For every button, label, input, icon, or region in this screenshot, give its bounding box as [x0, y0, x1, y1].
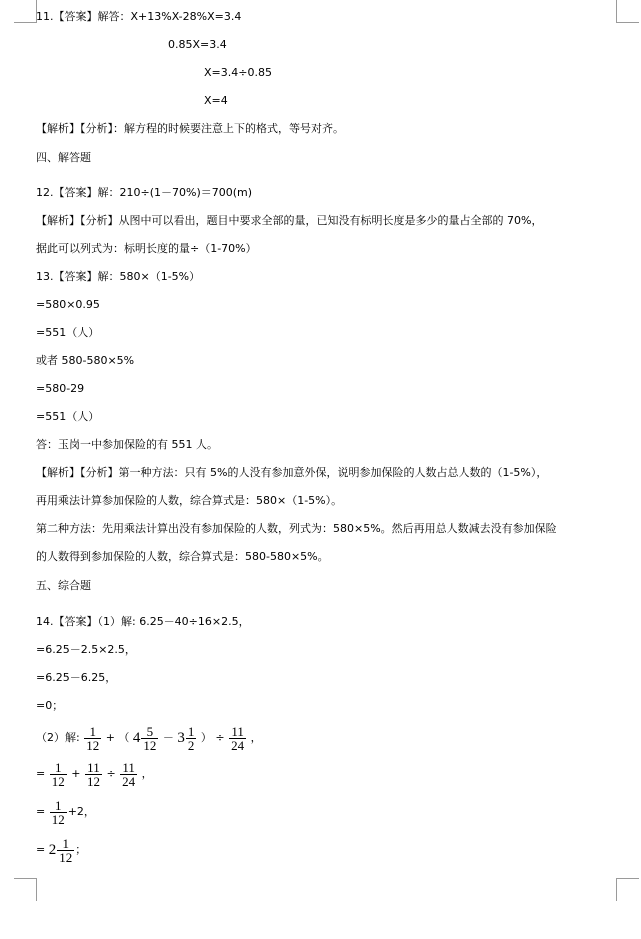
fraction-11-24: $\frac{11}{24}$ — [122, 759, 136, 789]
q13-analysis-4: 的人数得到参加保险的人数，综合算式是：580-580×5%。 — [36, 550, 329, 563]
equals-sign: = — [36, 843, 46, 856]
comma: ， — [141, 767, 153, 780]
fraction-5-12: $\frac{5}{12}$ — [143, 723, 157, 753]
q14-part2-result — [36, 836, 86, 864]
comma: ， — [250, 731, 262, 744]
corner-mark-bottom-left — [14, 878, 37, 901]
mixed-whole-2: 2 — [48, 842, 57, 858]
corner-mark-bottom-right — [616, 878, 639, 901]
divide-sign: ÷ — [215, 731, 225, 744]
section-heading-5: 五、综合题 — [36, 579, 91, 592]
q14-part2-label: （2）解: — [36, 731, 84, 744]
q14-step-2: =6.25－6.25， — [36, 671, 117, 684]
q14-part2-step-2 — [36, 798, 95, 826]
mixed-whole-3: 3 — [177, 730, 185, 746]
q14-step-3: =0； — [36, 699, 64, 712]
q13-analysis-2: 再用乘法计算参加保险的人数，综合算式是：580×（1-5%）。 — [36, 494, 343, 507]
equals-sign: = — [36, 767, 46, 780]
divide-sign: ÷ — [106, 767, 116, 780]
corner-mark-top-right — [616, 0, 639, 23]
q13-analysis-3: 第二种方法：先用乘法计算出没有参加保险的人数，列式为：580×5%。然后再用总人数减去没有参加保险 — [36, 522, 557, 535]
q13-step-5: =551（人） — [36, 410, 100, 423]
q14-part2-expression — [36, 724, 262, 752]
q13-step-2: =551（人） — [36, 326, 100, 339]
equals-sign: = — [36, 805, 46, 818]
fraction-1-12: $\frac{1}{12}$ — [59, 835, 73, 865]
q12-answer-line: 12.【答案】解：210÷(1－70%)＝700(m) — [36, 186, 253, 199]
q14-part2-step-1 — [36, 760, 153, 788]
q11-step-1: 0.85X=3.4 — [168, 38, 227, 51]
semicolon: ； — [75, 843, 87, 856]
corner-mark-top-left — [14, 0, 37, 23]
q11-step-3: X=4 — [204, 94, 228, 107]
q11-step-2: X=3.4÷0.85 — [204, 66, 272, 79]
q13-analysis-1: 【解析】【分析】第一种方法：只有 5%的人没有参加意外保，说明参加保险的人数占总人数的（1-5%）， — [36, 466, 548, 479]
minus-sign: － — [162, 731, 174, 744]
q12-analysis-2: 据此可以列式为：标明长度的量÷（1-70%） — [36, 242, 257, 255]
plus-two: +2， — [67, 805, 95, 818]
q13-step-1: =580×0.95 — [36, 298, 100, 311]
fraction-1-2: $\frac{1}{2}$ — [187, 723, 195, 753]
mixed-whole-4: 4 — [132, 730, 141, 746]
right-paren: ） — [200, 731, 212, 744]
q13-answer-line: 13.【答案】解：580×（1-5%） — [36, 270, 201, 283]
plus-sign: + — [105, 731, 115, 744]
fraction-11-12: $\frac{11}{12}$ — [86, 759, 100, 789]
q14-answer-line: 14.【答案】（1）解: 6.25－40÷16×2.5， — [36, 615, 250, 628]
q14-step-1: =6.25－2.5×2.5， — [36, 643, 136, 656]
fraction-1-12: $\frac{1}{12}$ — [86, 723, 100, 753]
fraction-11-24: $\frac{11}{24}$ — [231, 723, 245, 753]
q13-conclusion: 答：玉岗一中参加保险的有 551 人。 — [36, 438, 218, 451]
q11-answer-line: 11.【答案】解答：X+13%X-28%X=3.4 — [36, 10, 242, 23]
q13-step-4: =580-29 — [36, 382, 85, 395]
q12-analysis-1: 【解析】【分析】从图中可以看出，题目中要求全部的量，已知没有标明长度是多少的量占全部的 70%， — [36, 214, 543, 227]
plus-sign: + — [71, 767, 81, 780]
fraction-1-12: $\frac{1}{12}$ — [51, 797, 65, 827]
q13-step-3: 或者 580-580×5% — [36, 354, 135, 367]
section-heading-4: 四、解答题 — [36, 151, 91, 164]
left-paren: （ — [118, 731, 130, 744]
q11-analysis: 【解析】【分析】：解方程的时候要注意上下的格式，等号对齐。 — [36, 122, 344, 135]
fraction-1-12: $\frac{1}{12}$ — [51, 759, 65, 789]
